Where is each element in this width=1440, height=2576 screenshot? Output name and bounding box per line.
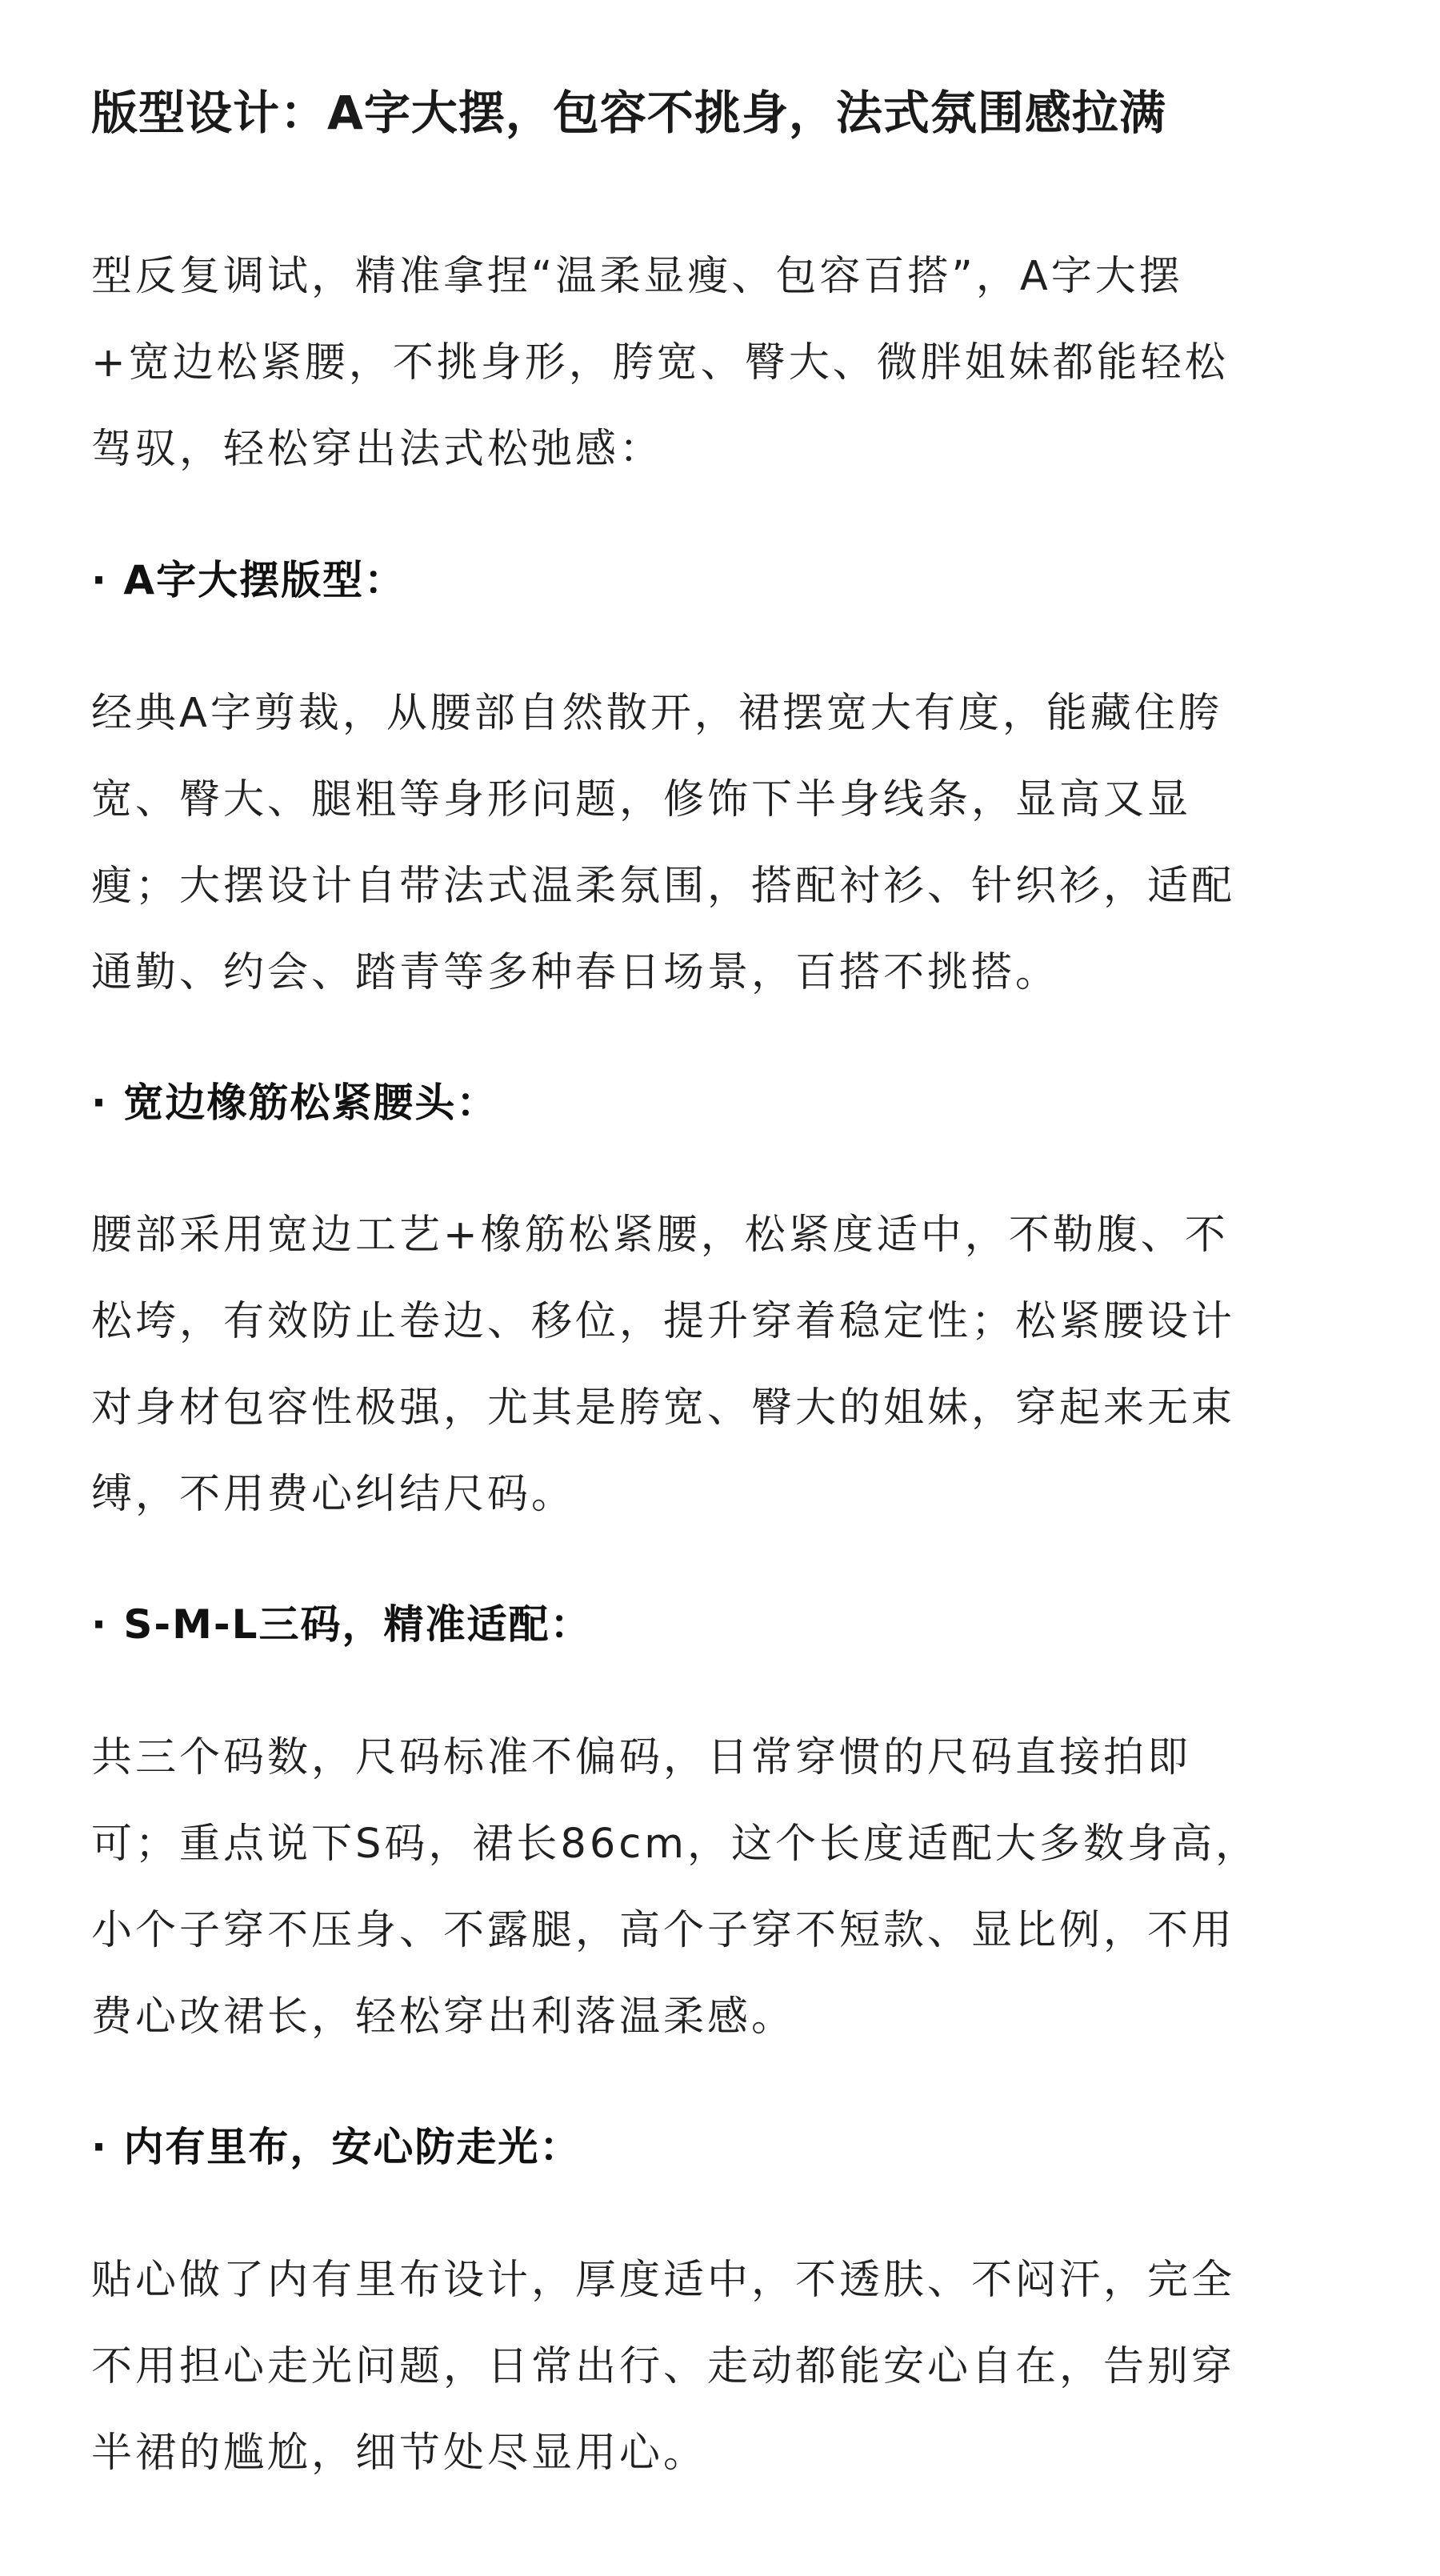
body-line: 经典A字剪裁，从腰部自然散开，裙摆宽大有度，能藏住胯: [91, 690, 1222, 737]
body-line: 瘦；大摆设计自带法式温柔氛围，搭配衬衫、针织衫，适配: [91, 863, 1236, 910]
body-line: 腰部采用宽边工艺+橡筋松紧腰，松紧度适中，不勒腹、不: [91, 1212, 1229, 1259]
body-line: 缚，不用费心纠结尺码。: [91, 1471, 576, 1518]
section-heading-sizes: · S-M-L三码，精准适配：: [91, 1601, 592, 1648]
section-heading-a-line-hem: · A字大摆版型：: [91, 557, 406, 603]
body-line: 费心改裙长，轻松穿出利落温柔感。: [91, 1993, 796, 2041]
intro-line: 型反复调试，精准拿捏“温柔显瘦、包容百搭”，A字大摆: [91, 253, 1183, 300]
body-line: 贴心做了内有里布设计，厚度适中，不透肤、不闷汗，完全: [91, 2257, 1236, 2304]
body-line: 小个子穿不压身、不露腿，高个子穿不短款、显比例，不用: [91, 1907, 1236, 1954]
section-body-elastic-waist: [91, 1192, 1339, 1538]
section-body-a-line-hem: [91, 671, 1339, 1016]
intro-line: +宽边松紧腰，不挑身形，胯宽、臀大、微胖姐妹都能轻松: [91, 339, 1229, 387]
section-body-lining: [91, 2237, 1339, 2497]
body-line: 松垮，有效防止卷边、移位，提升穿着稳定性；松紧腰设计: [91, 1298, 1236, 1345]
intro-paragraph: [91, 234, 1339, 493]
section-heading-lining: · 内有里布，安心防走光：: [91, 2124, 582, 2170]
body-line: 共三个码数，尺码标准不偏码，日常穿惯的尺码直接拍即: [91, 1734, 1192, 1781]
body-line: 通勤、约会、踏青等多种春日场景，百搭不挑搭。: [91, 949, 1060, 996]
intro-line: 驾驭，轻松穿出法式松弛感：: [91, 426, 664, 473]
body-line: 半裙的尴尬，细节处尽显用心。: [91, 2430, 708, 2477]
section-body-sizes: [91, 1715, 1339, 2061]
body-line: 宽、臀大、腿粗等身形问题，修饰下半身线条，显高又显: [91, 776, 1192, 823]
section-heading-elastic-waist: · 宽边橡筋松紧腰头：: [91, 1080, 498, 1126]
page-title: 版型设计：A字大摆，包容不挑身，法式氛围感拉满: [91, 86, 1166, 140]
body-line: 不用担心走光问题，日常出行、走动都能安心自在，告别穿: [91, 2343, 1236, 2390]
body-line: 对身材包容性极强，尤其是胯宽、臀大的姐妹，穿起来无束: [91, 1384, 1236, 1432]
body-line: 可；重点说下S码，裙长86cm，这个长度适配大多数身高，: [91, 1821, 1259, 1868]
